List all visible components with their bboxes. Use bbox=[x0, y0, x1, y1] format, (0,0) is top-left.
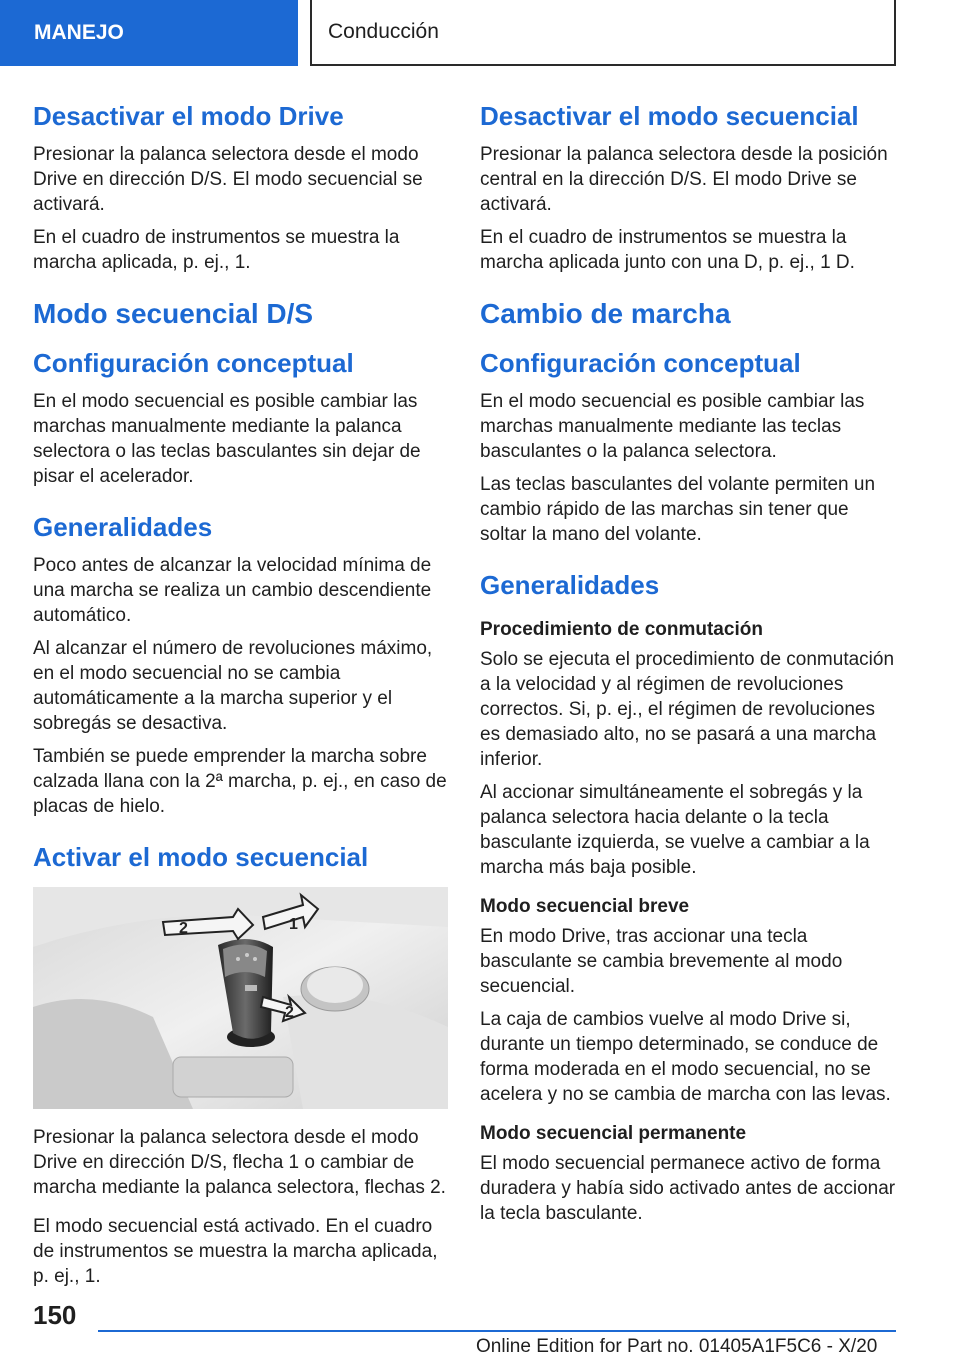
footer-divider bbox=[98, 1330, 896, 1332]
paragraph: También se puede emprender la marcha sobre calzada llana con la 2ª marcha, p. ej., en caso de placas de hielo. bbox=[33, 746, 447, 817]
paragraph: Presionar la palanca selectora desde la posición central en la dirección D/S. El modo Drive se activará. bbox=[480, 144, 888, 215]
subheading-procedimiento: Procedimiento de conmutación bbox=[480, 619, 763, 640]
paragraph: Presionar la palanca selectora desde el modo Drive en dirección D/S. El modo secuencial se activará. bbox=[33, 144, 423, 215]
paragraph: En modo Drive, tras accionar una tecla basculante se cambia brevemente al modo secuencial. bbox=[480, 926, 843, 997]
paragraph: Presionar la palanca selectora desde el modo Drive en dirección D/S, flecha 1 o cambiar de marcha mediante la palanca selectora, flechas 2. bbox=[33, 1127, 446, 1198]
paragraph: El modo secuencial permanece activo de forma duradera y había sido activado antes de accionar la tecla basculante. bbox=[480, 1153, 896, 1224]
edition-note: Online Edition for Part no. 01405A1F5C6 - X/20 bbox=[476, 1336, 878, 1357]
paragraph: En el cuadro de instrumentos se muestra la marcha aplicada, p. ej., 1. bbox=[33, 227, 400, 273]
paragraph: Solo se ejecuta el procedimiento de conmutación a la velocidad y al régimen de revoluciones correctos. Si, p. ej., el régimen de revoluciones es demasiado alto, no se pasará a una marcha inferior. bbox=[480, 649, 895, 770]
subheading-secuencial-permanente: Modo secuencial permanente bbox=[480, 1123, 747, 1144]
arrow-label-2: 2 bbox=[285, 1004, 294, 1021]
heading-generalidades: Generalidades bbox=[33, 512, 213, 542]
paragraph: En el modo secuencial es posible cambiar las marchas manualmente mediante las teclas basculantes o la palanca selectora. bbox=[480, 391, 865, 462]
paragraph: En el modo secuencial es posible cambiar las marchas manualmente mediante la palanca selectora o las teclas basculantes sin dejar de pisar el acelerador. bbox=[33, 391, 421, 487]
heading-activar-secuencial: Activar el modo secuencial bbox=[33, 842, 369, 872]
left-column bbox=[33, 100, 448, 1297]
heading-generalidades: Generalidades bbox=[480, 570, 660, 600]
arrow-label-2: 2 bbox=[179, 920, 188, 937]
paragraph: La caja de cambios vuelve al modo Drive si, durante un tiempo determinado, se conduce de forma moderada en el modo secuencial, no se acelera y no se cambia de marcha con las levas. bbox=[480, 1009, 891, 1105]
right-column bbox=[480, 100, 900, 1234]
heading-cambio-marcha: Cambio de marcha bbox=[480, 298, 731, 329]
heading-desactivar-secuencial: Desactivar el modo secuencial bbox=[480, 101, 859, 131]
chapter-title: Conducción bbox=[310, 0, 896, 66]
paragraph: Poco antes de alcanzar la velocidad mínima de una marcha se realiza un cambio descendiente automático. bbox=[33, 555, 432, 626]
subheading-secuencial-breve: Modo secuencial breve bbox=[480, 896, 690, 917]
heading-modo-secuencial: Modo secuencial D/S bbox=[33, 298, 314, 329]
heading-configuracion: Configuración conceptual bbox=[480, 348, 801, 378]
paragraph: Las teclas basculantes del volante permiten un cambio rápido de las marchas sin tener que soltar la mano del volante. bbox=[480, 474, 876, 545]
section-tab: MANEJO bbox=[0, 0, 298, 66]
paragraph: El modo secuencial está activado. En el cuadro de instrumentos se muestra la marcha aplicada, p. ej., 1. bbox=[33, 1216, 438, 1287]
arrow-label-1: 1 bbox=[289, 916, 298, 933]
paragraph: Al alcanzar el número de revoluciones máximo, en el modo secuencial no se cambia automáticamente a la marcha superior y el sobregás se desactiva. bbox=[33, 638, 433, 734]
heading-desactivar-drive: Desactivar el modo Drive bbox=[33, 101, 344, 131]
heading-configuracion: Configuración conceptual bbox=[33, 348, 354, 378]
gear-selector-svg bbox=[33, 887, 448, 1109]
page-number: 150 bbox=[33, 1300, 77, 1330]
paragraph: Al accionar simultáneamente el sobregás y la palanca selectora hacia delante o la tecla basculante izquierda, se vuelve a cambiar a la marcha más baja posible. bbox=[480, 782, 870, 878]
gear-selector-illustration bbox=[33, 887, 448, 1109]
paragraph: En el cuadro de instrumentos se muestra la marcha aplicada junto con una D, p. ej., 1 D. bbox=[480, 227, 855, 273]
